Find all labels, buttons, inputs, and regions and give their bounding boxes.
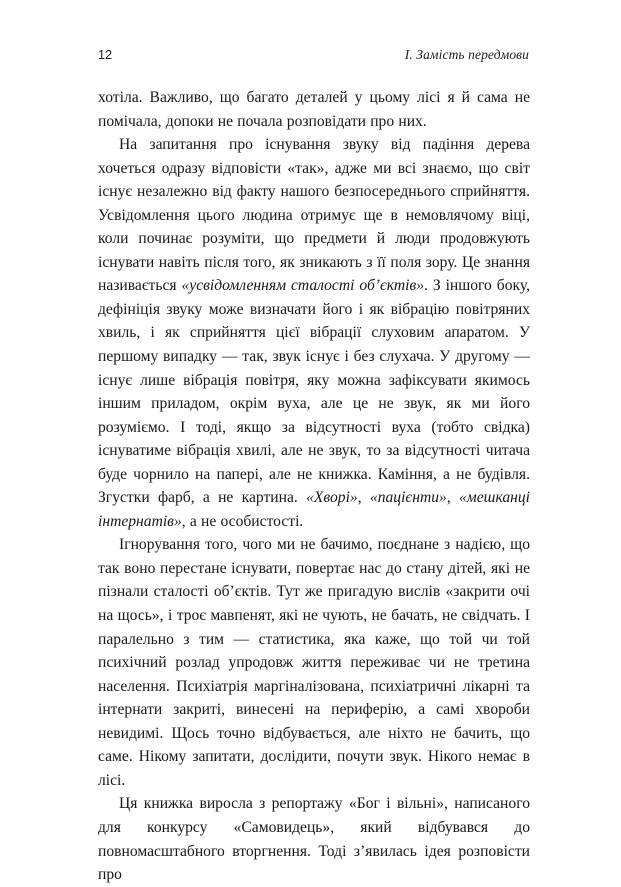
paragraph-book-origin: Ця книжка виросла з репортажу «Бог і вільні», написаного для конкурсу «Самовидець», який відбувався до повномасштабного вторгнення. Тоді з’явилась ідея розповісти про [98, 795, 530, 884]
emphasised-phrase: «Хворі» [306, 489, 358, 507]
emphasised-phrase: «усвідомленням сталості об’єктів» [181, 277, 425, 295]
body-text-block [98, 86, 530, 887]
running-head-title: I. Замість передмови [404, 47, 529, 62]
emphasised-phrase: «пацієнти» [369, 489, 447, 507]
paragraph-sound-existence: На запитання про існування звуку від падіння дерева хочеться одразу відповісти «так», адже ми всі знаємо, що світ існує незалежно від факту нашого безпосереднього сприйняття. Усвідомлення цього людина отримує ще в немовлячому віці, коли починає розуміти, що предмети й люди продовжують існувати навіть після того, як зникають з її поля зору. Це знання називається «усвідомленням сталості об’єктів». З іншого боку, дефініція звуку може визначати його і як вібрацію повітряних хвиль, і як сприйняття цієї вібрації слуховим апаратом. У першому випадку — так, звук існує і без слухача. У другому — існує лише вібрація повітря, яку можна зафіксувати якимось іншим приладом, окрім вуха, але це не звук, як ми його розуміємо. І тоді, якщо за відсутності вуха (тобто свідка) існуватиме вібрація хвилі, але не звук, то за відсутності читача буде чорнило на папері, але не книжка. Каміння, а не будівля. Згустки фарб, а не картина. «Хворі», «пацієнти», «мешканці інтернатів», а не особистості. [98, 136, 531, 530]
page-number: 12 [98, 48, 113, 62]
running-head [98, 48, 529, 68]
paragraph-ignoring: Ігнорування того, чого ми не бачимо, поєднане з надією, що так воно перестане існувати, повертає нас до стану дітей, які не пізнали сталості об’єктів. Тут же пригадую вислів «закрити очі на щось», і троє мавпенят, які не чують, не бачать, не свідчать. І паралельно з тим — статистика, яка каже, що той чи той психічний розлад упродовж життя переживає чи не третина населення. Психіатрія маргіналізована, психіатричні лікарні та інтернати закриті, винесені на периферію, а самі хвороби невидимі. Щось точно відбувається, але ніхто не бачить, що саме. Нікому запитати, дослідити, почути звук. Нікого немає в лісі. [98, 536, 530, 789]
emphasised-phrase: «мешканці інтернатів» [98, 489, 531, 530]
paragraph-continuation: хотіла. Важливо, що багато деталей у цьому лісі я й сама не помічала, допоки не почала розповідати про них. [98, 89, 530, 130]
